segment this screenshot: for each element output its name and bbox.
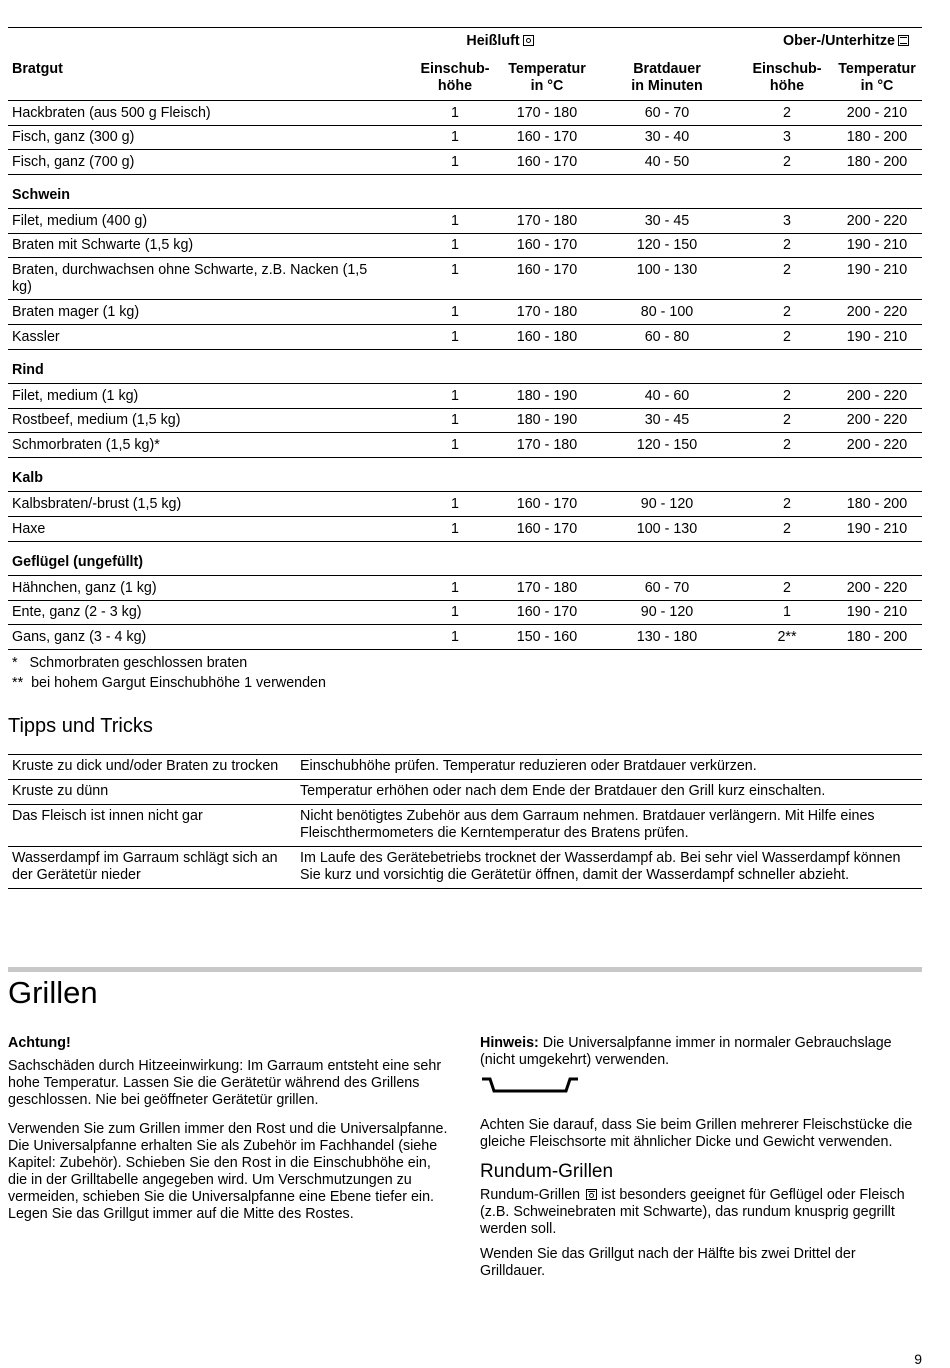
table-row bbox=[8, 384, 922, 409]
roast-table-body bbox=[8, 101, 922, 650]
temp-heissluft-cell: 160 - 170 bbox=[516, 153, 578, 170]
col-bratgut: Bratgut bbox=[12, 60, 63, 77]
table-row bbox=[8, 150, 922, 175]
footnote: * Schmorbraten geschlossen braten bbox=[12, 655, 248, 671]
category-row bbox=[8, 457, 922, 492]
bratgut-cell: Filet, medium (1 kg) bbox=[12, 387, 139, 404]
einschub-heissluft-cell: 1 bbox=[451, 604, 459, 621]
temp-heissluft-cell: 160 - 180 bbox=[516, 328, 578, 345]
einschub-heissluft-cell: 1 bbox=[451, 328, 459, 345]
tips-row bbox=[8, 805, 922, 847]
bratdauer-cell: 30 - 45 bbox=[644, 412, 690, 429]
einschub-ou-cell: 2 bbox=[783, 387, 791, 404]
bratgut-cell: Braten mit Schwarte (1,5 kg) bbox=[12, 237, 194, 254]
bratdauer-cell: 80 - 100 bbox=[640, 303, 694, 320]
einschub-heissluft-cell: 1 bbox=[451, 303, 459, 320]
temp-heissluft-cell: 180 - 190 bbox=[516, 412, 578, 429]
ober-unterhitze-header: Ober-/Unterhitze bbox=[742, 28, 922, 54]
note-label: Hinweis: bbox=[480, 1035, 539, 1051]
col-einschub-heissluft: Einschub- höhe bbox=[420, 60, 490, 94]
table-row bbox=[8, 600, 922, 625]
problem-cell: Das Fleisch ist innen nicht gar bbox=[12, 808, 203, 824]
einschub-heissluft-cell: 1 bbox=[451, 412, 459, 429]
note-paragraph bbox=[480, 1035, 920, 1069]
bratdauer-cell: 40 - 60 bbox=[644, 387, 690, 404]
table-row bbox=[8, 101, 922, 126]
bratgut-cell: Ente, ganz (2 - 3 kg) bbox=[12, 604, 142, 621]
section-divider bbox=[8, 967, 922, 972]
solution-cell: Im Laufe des Gerätebetriebs trocknet der Wasserdampf ab. Bei sehr viel Wasserdampf können Sie kurz und vorsichtig die Gerätetür öffnen, damit der Wasserdampf schneller abzieht. bbox=[300, 850, 901, 883]
temp-heissluft-cell: 160 - 170 bbox=[516, 237, 578, 254]
bratgut-cell: Filet, medium (400 g) bbox=[12, 212, 148, 229]
einschub-heissluft-cell: 1 bbox=[451, 153, 459, 170]
left-column bbox=[8, 1035, 448, 1231]
rundum-heading: Rundum-Grillen bbox=[480, 1161, 614, 1182]
temp-heissluft-cell: 170 - 180 bbox=[516, 436, 578, 453]
temp-heissluft-cell: 170 - 180 bbox=[516, 212, 578, 229]
bratgut-cell: Hackbraten (aus 500 g Fleisch) bbox=[12, 104, 211, 121]
temp-ou-cell: 200 - 220 bbox=[846, 436, 908, 453]
tips-row bbox=[8, 780, 922, 805]
bratgut-cell: Schmorbraten (1,5 kg)* bbox=[12, 436, 160, 453]
roast-table bbox=[8, 27, 922, 650]
temp-ou-cell: 190 - 210 bbox=[846, 604, 908, 621]
bratdauer-cell: 60 - 80 bbox=[644, 328, 690, 345]
bratdauer-cell: 90 - 120 bbox=[640, 495, 694, 512]
temp-heissluft-cell: 160 - 170 bbox=[516, 129, 578, 146]
einschub-ou-cell: 1 bbox=[783, 604, 791, 621]
bratdauer-cell: 60 - 70 bbox=[644, 579, 690, 596]
einschub-ou-cell: 2** bbox=[777, 628, 797, 645]
temp-ou-cell: 200 - 220 bbox=[846, 212, 908, 229]
solution-cell: Nicht benötigtes Zubehör aus dem Garraum nehmen. Bratdauer verlängern. Mit Hilfe eines Fleischthermometers die Kerntemperatur des Bratens prüfen. bbox=[300, 808, 875, 841]
temp-ou-cell: 200 - 220 bbox=[846, 303, 908, 320]
einschub-heissluft-cell: 1 bbox=[451, 237, 459, 254]
table-row bbox=[8, 125, 922, 150]
category-row bbox=[8, 541, 922, 576]
tips-row bbox=[8, 755, 922, 780]
category-row bbox=[8, 174, 922, 209]
table-group-header-row bbox=[8, 28, 922, 54]
temp-heissluft-cell: 160 - 170 bbox=[516, 495, 578, 512]
problem-cell: Kruste zu dünn bbox=[12, 783, 109, 799]
bratgut-cell: Braten mager (1 kg) bbox=[12, 303, 140, 320]
temp-ou-cell: 190 - 210 bbox=[846, 328, 908, 345]
temp-ou-cell: 180 - 200 bbox=[846, 495, 908, 512]
einschub-ou-cell: 2 bbox=[783, 495, 791, 512]
section-title: Grillen bbox=[8, 975, 98, 1010]
temp-ou-cell: 190 - 210 bbox=[846, 237, 908, 254]
temp-ou-cell: 180 - 200 bbox=[846, 628, 908, 645]
hot-air-icon bbox=[523, 35, 534, 46]
warning-label: Achtung! bbox=[8, 1035, 71, 1051]
einschub-heissluft-cell: 1 bbox=[451, 129, 459, 146]
tips-heading: Tipps und Tricks bbox=[8, 715, 153, 737]
col-temp-heissluft: Temperatur in °C bbox=[508, 60, 586, 94]
heissluft-header: Heißluft bbox=[408, 28, 592, 54]
bratgut-cell: Rostbeef, medium (1,5 kg) bbox=[12, 412, 181, 429]
temp-ou-cell: 180 - 200 bbox=[846, 129, 908, 146]
problem-cell: Kruste zu dick und/oder Braten zu trocken bbox=[12, 758, 279, 774]
einschub-ou-cell: 2 bbox=[783, 237, 791, 254]
col-bratdauer: Bratdauer in Minuten bbox=[631, 60, 703, 94]
category-label: Geflügel (ungefüllt) bbox=[12, 554, 144, 571]
table-row bbox=[8, 492, 922, 517]
temp-ou-cell: 200 - 220 bbox=[846, 579, 908, 596]
full-surface-grill-icon bbox=[586, 1189, 597, 1200]
temp-heissluft-cell: 170 - 180 bbox=[516, 303, 578, 320]
temp-heissluft-cell: 160 - 170 bbox=[516, 520, 578, 537]
bratgut-cell: Fisch, ganz (300 g) bbox=[12, 129, 135, 146]
table-row bbox=[8, 233, 922, 258]
rundum-text-start: Rundum-Grillen bbox=[480, 1187, 581, 1203]
table-row bbox=[8, 576, 922, 601]
temp-ou-cell: 190 - 210 bbox=[846, 261, 908, 278]
einschub-ou-cell: 2 bbox=[783, 436, 791, 453]
table-row bbox=[8, 517, 922, 542]
table-row bbox=[8, 209, 922, 234]
einschub-ou-cell: 2 bbox=[783, 328, 791, 345]
bratdauer-cell: 100 - 130 bbox=[636, 520, 698, 537]
solution-cell: Einschubhöhe prüfen. Temperatur reduzieren oder Bratdauer verkürzen. bbox=[300, 758, 757, 774]
einschub-heissluft-cell: 1 bbox=[451, 628, 459, 645]
bratgut-cell: Kalbsbraten/-brust (1,5 kg) bbox=[12, 495, 182, 512]
table-row bbox=[8, 433, 922, 458]
einschub-heissluft-cell: 1 bbox=[451, 436, 459, 453]
temp-heissluft-cell: 150 - 160 bbox=[516, 628, 578, 645]
table-row bbox=[8, 258, 922, 300]
category-label: Kalb bbox=[12, 470, 43, 487]
einschub-heissluft-cell: 1 bbox=[451, 495, 459, 512]
tips-row bbox=[8, 847, 922, 889]
einschub-heissluft-cell: 1 bbox=[451, 387, 459, 404]
bratgut-cell: Braten, durchwachsen ohne Schwarte, z.B. Nacken (1,5 kg) bbox=[12, 261, 368, 295]
warning-text: Sachschäden durch Hitzeeinwirkung: Im Garraum entsteht eine sehr hohe Temperatur. Lassen Sie die Gerätetür während des Grillens geschlossen. Nie bei geöffneter Gerätetür grillen. bbox=[8, 1058, 442, 1108]
rundum-text-rest: ist besonders geeignet für Geflügel oder Fleisch (z.B. Schweinebraten mit Schwarte), das rundum knusprig gegrillt werden soll. bbox=[480, 1187, 905, 1237]
einschub-heissluft-cell: 1 bbox=[451, 104, 459, 121]
footnote: ** bei hohem Gargut Einschubhöhe 1 verwenden bbox=[12, 675, 326, 691]
bratdauer-cell: 90 - 120 bbox=[640, 604, 694, 621]
col-einschub-ou: Einschub- höhe bbox=[752, 60, 822, 94]
einschub-ou-cell: 2 bbox=[783, 104, 791, 121]
table-row bbox=[8, 300, 922, 325]
temp-ou-cell: 200 - 220 bbox=[846, 412, 908, 429]
einschub-ou-cell: 2 bbox=[783, 412, 791, 429]
category-row bbox=[8, 349, 922, 384]
einschub-ou-cell: 2 bbox=[783, 303, 791, 320]
table-column-header-row bbox=[8, 54, 922, 101]
bratdauer-cell: 40 - 50 bbox=[644, 153, 690, 170]
temp-ou-cell: 200 - 210 bbox=[846, 104, 908, 121]
temp-heissluft-cell: 180 - 190 bbox=[516, 387, 578, 404]
bratdauer-cell: 30 - 40 bbox=[644, 129, 690, 146]
rundum-paragraph bbox=[480, 1187, 920, 1238]
einschub-ou-cell: 3 bbox=[783, 129, 791, 146]
temp-ou-cell: 190 - 210 bbox=[846, 520, 908, 537]
bratgut-cell: Haxe bbox=[12, 520, 46, 537]
temp-heissluft-cell: 170 - 180 bbox=[516, 579, 578, 596]
category-label: Schwein bbox=[12, 187, 70, 204]
problem-cell: Wasserdampf im Garraum schlägt sich an der Gerätetür nieder bbox=[12, 850, 278, 883]
bratdauer-cell: 130 - 180 bbox=[636, 628, 698, 645]
achten-paragraph: Achten Sie darauf, dass Sie beim Grillen mehrerer Fleischstücke die gleiche Fleischsorte mit ähnlicher Dicke und Gewicht verwenden. bbox=[480, 1117, 913, 1150]
einschub-ou-cell: 2 bbox=[783, 261, 791, 278]
einschub-ou-cell: 2 bbox=[783, 153, 791, 170]
table-row bbox=[8, 408, 922, 433]
bratdauer-cell: 30 - 45 bbox=[644, 212, 690, 229]
table-footnotes bbox=[12, 653, 326, 693]
einschub-heissluft-cell: 1 bbox=[451, 579, 459, 596]
temp-heissluft-cell: 160 - 170 bbox=[516, 261, 578, 278]
solution-cell: Temperatur erhöhen oder nach dem Ende der Bratdauer den Grill kurz einschalten. bbox=[300, 783, 826, 799]
col-temp-ou: Temperatur in °C bbox=[838, 60, 916, 94]
universal-pan-icon bbox=[482, 1077, 920, 1095]
tips-table bbox=[8, 754, 922, 889]
note-text: Die Universalpfanne immer in normaler Gebrauchslage (nicht umgekehrt) verwenden. bbox=[480, 1035, 892, 1068]
table-row bbox=[8, 325, 922, 350]
table-row bbox=[8, 625, 922, 650]
temp-ou-cell: 180 - 200 bbox=[846, 153, 908, 170]
bratdauer-cell: 120 - 150 bbox=[636, 237, 698, 254]
einschub-heissluft-cell: 1 bbox=[451, 261, 459, 278]
temp-heissluft-cell: 160 - 170 bbox=[516, 604, 578, 621]
einschub-ou-cell: 3 bbox=[783, 212, 791, 229]
bratdauer-cell: 60 - 70 bbox=[644, 104, 690, 121]
einschub-heissluft-cell: 1 bbox=[451, 212, 459, 229]
temp-heissluft-cell: 170 - 180 bbox=[516, 104, 578, 121]
temp-ou-cell: 200 - 220 bbox=[846, 387, 908, 404]
top-bottom-heat-icon bbox=[898, 35, 909, 46]
intro-paragraph: Verwenden Sie zum Grillen immer den Rost und die Universalpfanne. Die Universalpfanne erhalten Sie als Zubehör im Fachhandel (siehe Kapitel: Zubehör). Schieben Sie den Rost in die Einschubhöhe ein, die in der Grilltabelle angegeben wird. Um Verschmutzungen zu vermeiden, schieben Sie die Universalpfanne eine Ebene tiefer ein. Legen Sie das Grillgut immer auf die Mitte des Rostes. bbox=[8, 1121, 448, 1222]
einschub-ou-cell: 2 bbox=[783, 520, 791, 537]
bratgut-cell: Kassler bbox=[12, 328, 60, 345]
page-number: 9 bbox=[914, 1351, 922, 1367]
einschub-heissluft-cell: 1 bbox=[451, 520, 459, 537]
bratgut-cell: Gans, ganz (3 - 4 kg) bbox=[12, 628, 147, 645]
right-column bbox=[480, 1035, 920, 1288]
wenden-paragraph: Wenden Sie das Grillgut nach der Hälfte bis zwei Drittel der Grilldauer. bbox=[480, 1246, 856, 1279]
bratgut-cell: Fisch, ganz (700 g) bbox=[12, 153, 135, 170]
category-label: Rind bbox=[12, 362, 44, 379]
tips-table-body bbox=[8, 755, 922, 889]
bratgut-cell: Hähnchen, ganz (1 kg) bbox=[12, 579, 157, 596]
einschub-ou-cell: 2 bbox=[783, 579, 791, 596]
bratdauer-cell: 100 - 130 bbox=[636, 261, 698, 278]
bratdauer-cell: 120 - 150 bbox=[636, 436, 698, 453]
